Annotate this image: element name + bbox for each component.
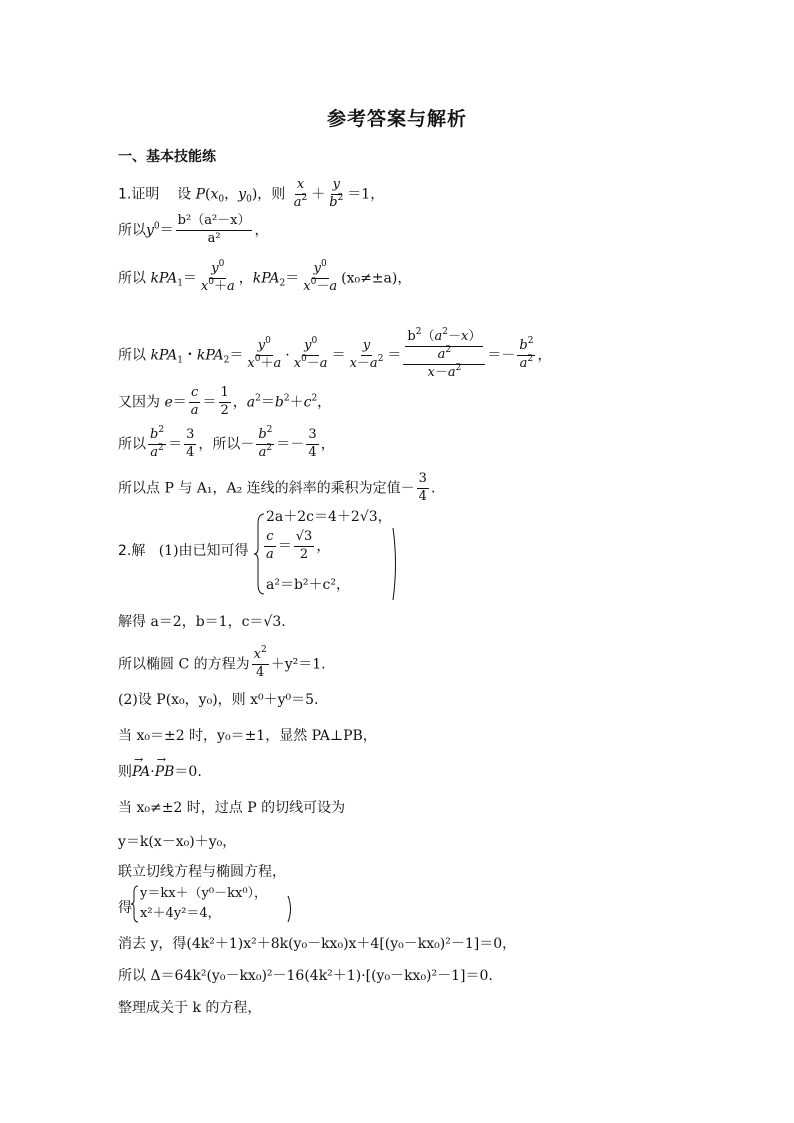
section-heading: 一、基本技能练 [118, 149, 216, 165]
fraction: $\frac{y}{b^2}$ [329, 177, 344, 210]
q2-get: 得 [118, 900, 132, 916]
fraction: $\frac{3}{4}$ [418, 471, 427, 504]
q1-line-2: 所以$y^0=$ $\frac{\text{b²（a²－x）}}{\text{a²}}$ ， [118, 213, 269, 246]
fraction: $\frac{b^2}{a^2}$ [519, 335, 534, 371]
fraction: $\frac{y^0}{x^0+a}$ [200, 259, 235, 294]
fraction: $\frac{3}{4}$ [186, 427, 195, 460]
q2-case1-dot: 则→ PA·→ PB＝0. [118, 762, 202, 782]
fraction: $\frac{b^2}{a^2}$ [258, 425, 273, 460]
fraction: $\frac{b^2}{a^2}$ [150, 425, 165, 460]
system-row-2: $\frac{c}{a}$ ＝ $\frac{√3}{2}$ ， [266, 529, 331, 562]
q2-case1: 当 x₀＝±2 时，y₀＝±1，显然 PA⊥PB， [118, 728, 377, 744]
q2-case2: 当 x₀≠±2 时，过点 P 的切线可设为 [118, 800, 346, 816]
compound-fraction: $\frac{\frac{b^2(a^2-x)}{a^2}}{x-a^2}$ [403, 330, 485, 381]
fraction: $\frac{y^0}{x^0-a}$ [293, 335, 328, 371]
q1-line-7: 所以点 P 与 A₁，A₂ 连线的斜率的乘积为定值－ $\frac{3}{4}$ . [118, 471, 436, 504]
system-row-1: 2a＋2c＝4＋2√3， [266, 509, 392, 525]
page-title: 参考答案与解析 [326, 108, 467, 130]
q2-part2: (2)设 P(x₀，y₀)，则 x⁰＋y⁰＝5. [118, 692, 319, 708]
fraction: $\frac{y^0}{x^0-a}$ [303, 259, 338, 294]
q2-ellipse-equation: 所以椭圆 C 的方程为 $\frac{x^2}{4}$ ＋y²＝1. [118, 645, 326, 680]
q2-combine: 联立切线方程与椭圆方程， [118, 864, 286, 880]
q2-solved: 解得 a＝2，b＝1，c＝√3. [118, 614, 286, 630]
fraction: $\frac{y^0}{x^0+a}$ [247, 335, 282, 371]
q1-label: 1.证明 [118, 186, 160, 203]
fraction: $\frac{1}{2}$ [220, 385, 229, 418]
fraction: $\frac{x}{a^2}$ [293, 177, 308, 210]
brace-right [390, 526, 400, 602]
fraction: $\frac{c}{a}$ [190, 385, 199, 418]
system-row-3: a²＝b²＋c²， [266, 577, 350, 593]
q2-arrange: 整理成关于 k 的方程， [118, 1000, 262, 1016]
fraction: $\frac{3}{4}$ [308, 427, 317, 460]
q2-line-1: 2.解 (1)由已知可得 [118, 543, 249, 559]
q1-line-5: 又因为 e＝ $\frac{c}{a}$ ＝ $\frac{1}{2}$ ，$a^2=b^2+c^2$， [118, 385, 332, 418]
q1-line-4: 所以 kPA$_1$・kPA$_2$＝ $\frac{y^0}{x^0+a}$ · $\frac{y^0}{x^0-a}$ ＝ $\frac{y}{x-a^2}$ ＝ $\frac{\frac{b^2(a^2-x)}{a^2}}{x-a^2}$ ＝－ $\frac{b^2}{a^2}$ ， [118, 327, 552, 380]
q2-tangent: y＝k(x－x₀)＋y₀， [118, 834, 237, 850]
q1-line-3: 所以 kPA$_1$＝ $\frac{y^0}{x^0+a}$ ，kPA$_2$＝ $\frac{y^0}{x^0-a}$ (x₀≠±a)， [118, 259, 412, 294]
q1-line-1: 1.证明 设 $P(x_0$，$y_0$)，则 $\frac{x}{a^2}$ ＋ $\frac{y}{b^2}$ ＝1， [118, 177, 385, 210]
q2-delta: 所以 Δ＝64k²(y₀－kx₀)²－16(4k²＋1)·[(y₀－kx₀)²－1]＝0. [118, 968, 493, 984]
fraction: $\frac{x^2}{4}$ [253, 645, 267, 680]
fraction: $\frac{y}{x-a^2}$ [349, 337, 384, 371]
brace-left-2 [130, 884, 140, 924]
system2-row-2: x²＋4y²＝4， [140, 906, 221, 921]
system2-row-1: y＝kx＋（y⁰－kx⁰）， [140, 886, 268, 901]
q2-eliminate: 消去 y，得(4k²＋1)x²＋8k(y₀－kx₀)x＋4[(y₀－kx₀)²－1]＝0， [118, 936, 517, 952]
fraction: $\frac{\text{b²（a²－x）}}{\text{a²}}$ [177, 213, 251, 246]
brace-right-2 [286, 894, 294, 924]
q1-line-6: 所以 $\frac{b^2}{a^2}$ ＝ $\frac{3}{4}$ ，所以－ $\frac{b^2}{a^2}$ ＝－ $\frac{3}{4}$ ， [118, 425, 335, 460]
